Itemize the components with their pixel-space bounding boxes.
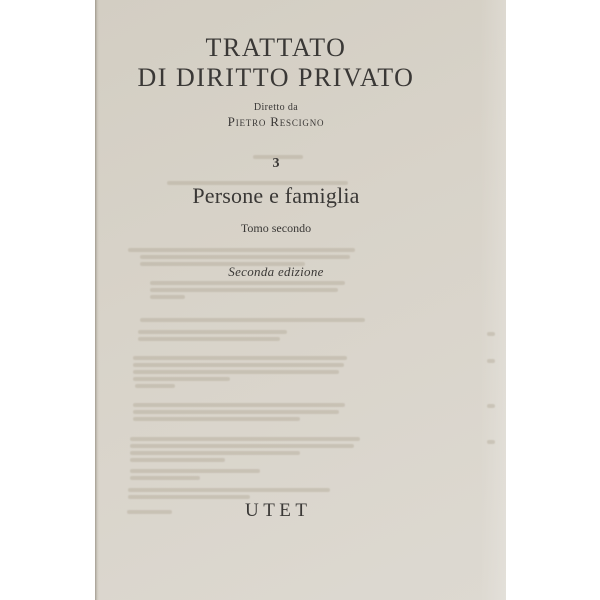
volume-number: 3 (272, 156, 280, 171)
publisher-logo-text: UTET (244, 500, 312, 521)
edition-label: Seconda edizione (228, 264, 324, 279)
directed-by-label: Diretto da (253, 102, 299, 113)
editor-name: Pietro Rescigno (227, 114, 325, 129)
volume-title: Persone e famiglia (192, 183, 360, 208)
bleed-through-line (487, 332, 495, 336)
book-title-page (95, 0, 506, 600)
series-title-line1: TRATTATO (205, 33, 347, 62)
bleed-through-line (487, 359, 495, 363)
bleed-through-line (487, 440, 495, 444)
title-page-content (95, 0, 457, 600)
bleed-through-line (487, 404, 495, 408)
tome-label: Tomo secondo (240, 221, 312, 235)
page-right-sheen (480, 0, 506, 600)
series-title-line2: DI DIRITTO PRIVATO (137, 63, 415, 92)
